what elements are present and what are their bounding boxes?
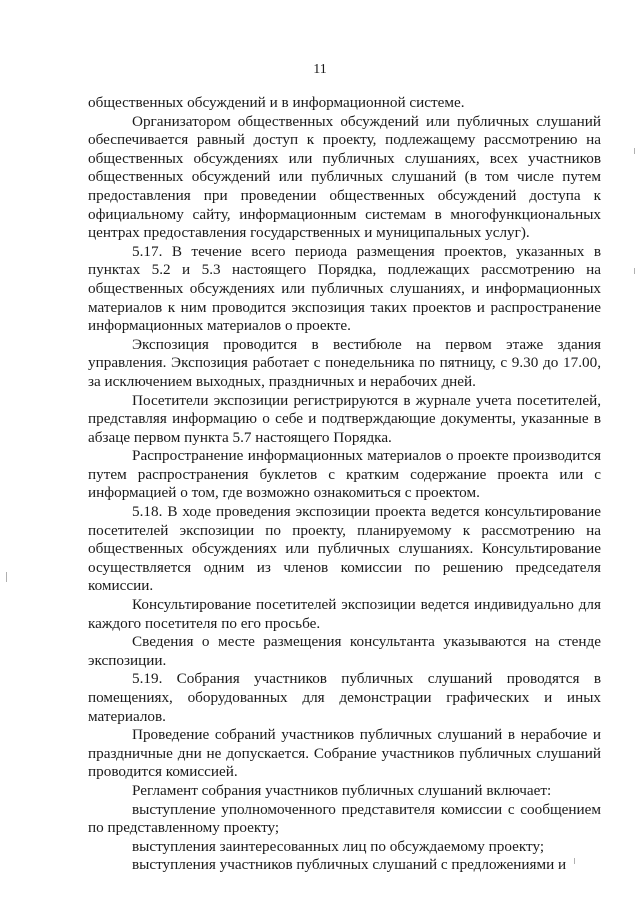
- scan-mark: [6, 572, 7, 582]
- paragraph: Сведения о месте размещения консультанта указываются на стенде экспозиции.: [88, 633, 601, 669]
- page-number: 11: [313, 62, 327, 77]
- paragraph: Консультирование посетителей экспозиции ведется индивидуально для каждого посетителя по его просьбе.: [88, 596, 601, 632]
- paragraph: выступления участников публичных слушаний с предложениями и: [132, 856, 567, 874]
- document-body: [88, 94, 601, 875]
- paragraph: выступление уполномоченного представителя комиссии с сообщением по представленному проекту;: [88, 800, 601, 837]
- paragraph: общественных обсуждений и в информационной системе.: [88, 94, 465, 111]
- scan-mark: [634, 268, 635, 274]
- paragraph: 5.17. В течение всего периода размещения проектов, указанных в пунктах 5.2 и 5.3 настоящего Порядка, подлежащих рассмотрению на общественных обсуждениях или публичных слушаниях, и информационных материалов к ним проводится экспозиция таких проектов и распространение информационных материалов о проекте.: [88, 242, 601, 335]
- scan-mark: [634, 148, 635, 154]
- paragraph: 5.18. В ходе проведения экспозиции проекта ведется консультирование посетителей экспозиции по проекту, планируемому к рассмотрению на общественных обсуждениях или публичных слушаниях. Консультирование осуществляется одним из членов комиссии по решению председателя комиссии.: [88, 503, 601, 595]
- scan-mark: [574, 858, 575, 864]
- paragraph: Посетители экспозиции регистрируются в журнале учета посетителей, представляя информацию о себе и подтверждающие документы, указанные в абзаце первом пункта 5.7 настоящего Порядка.: [88, 391, 601, 446]
- paragraph: Проведение собраний участников публичных слушаний в нерабочие и праздничные дни не допускается. Собрание участников публичных слушаний проводится комиссией.: [88, 726, 601, 781]
- paragraph: Экспозиция проводится в вестибюле на первом этаже здания управления. Экспозиция работает с понедельника по пятницу, с 9.30 до 17.00, за исключением выходных, праздничных и нерабочих дней.: [88, 335, 601, 390]
- paragraph: 5.19. Собрания участников публичных слушаний проводятся в помещениях, оборудованных для демонстрации графических и иных материалов.: [88, 670, 601, 725]
- paragraph: Организатором общественных обсуждений или публичных слушаний обеспечивается равный доступ к проекту, подлежащему рассмотрению на общественных обсуждениях или публичных слушаниях, всех участников общественных обсуждений или публичных слушаний (в том числе путем предоставления при проведении общественных обсуждений доступа к официальному сайту, информационным системам в многофункциональных центрах предоставления государственных и муниципальных услуг).: [88, 112, 601, 242]
- paragraph: выступления заинтересованных лиц по обсуждаемому проекту;: [132, 837, 545, 855]
- paragraph: Распространение информационных материалов о проекте производится путем распространения буклетов с кратким содержание проекта или с информацией о том, где возможно ознакомиться с проектом.: [88, 447, 601, 502]
- paragraph: Регламент собрания участников публичных слушаний включает:: [132, 781, 552, 799]
